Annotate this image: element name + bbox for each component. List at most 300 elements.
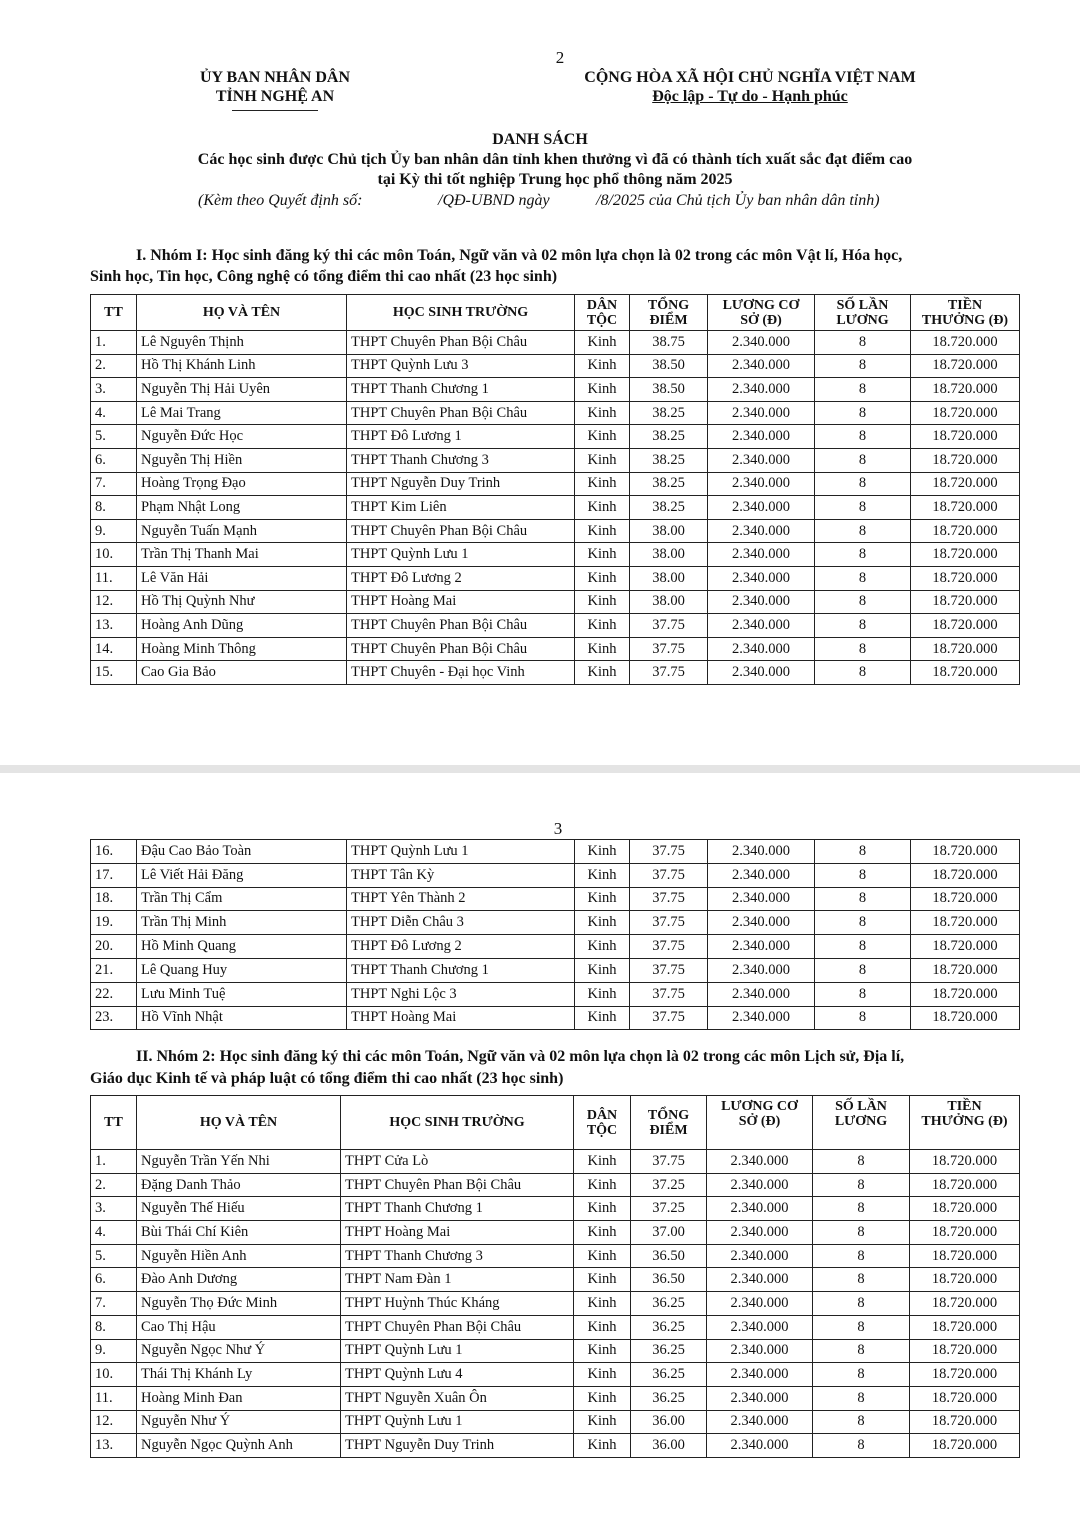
cell-ethnic: Kinh [575, 637, 630, 661]
cell-times: 8 [813, 1268, 910, 1292]
table-row [91, 1173, 1020, 1197]
table-row [91, 354, 1020, 378]
cell-salary: 2.340.000 [707, 1268, 813, 1292]
cell-score: 37.75 [630, 982, 708, 1006]
cell-tt: 22. [91, 982, 137, 1006]
cell-name: Đào Anh Dương [137, 1268, 341, 1292]
col-score-l2: ĐIỂM [649, 1122, 688, 1138]
cell-tt: 14. [91, 637, 137, 661]
cell-times: 8 [815, 614, 911, 638]
cell-school: THPT Nguyễn Duy Trinh [347, 472, 575, 496]
cell-ethnic: Kinh [574, 1221, 631, 1245]
cell-times: 8 [813, 1221, 910, 1245]
col-times [815, 295, 911, 331]
col-score-l1: TỔNG [647, 1107, 690, 1123]
cell-name: Hoàng Trọng Đạo [137, 472, 347, 496]
cell-name: Trần Thị Minh [137, 911, 347, 935]
cell-reward: 18.720.000 [911, 401, 1020, 425]
cell-ethnic: Kinh [575, 425, 630, 449]
cell-tt: 12. [91, 1410, 137, 1434]
cell-score: 38.00 [630, 543, 708, 567]
cell-name: Thái Thị Khánh Ly [137, 1363, 341, 1387]
cell-times: 8 [815, 519, 911, 543]
cell-score: 37.25 [631, 1173, 707, 1197]
col-school: HỌC SINH TRƯỜNG [347, 295, 575, 331]
cell-salary: 2.340.000 [708, 982, 815, 1006]
cell-name: Nguyễn Tuấn Mạnh [137, 519, 347, 543]
cell-ethnic: Kinh [575, 354, 630, 378]
cell-reward: 18.720.000 [910, 1221, 1020, 1245]
cell-salary: 2.340.000 [708, 401, 815, 425]
cell-tt: 2. [91, 1173, 137, 1197]
table-row [91, 1386, 1020, 1410]
cell-tt: 7. [91, 1292, 137, 1316]
cell-ethnic: Kinh [575, 935, 630, 959]
cell-school: THPT Chuyên Phan Bội Châu [347, 614, 575, 638]
cell-name: Lê Quang Huy [137, 958, 347, 982]
left-header-rule [232, 110, 318, 111]
cell-school: THPT Nghi Lộc 3 [347, 982, 575, 1006]
cell-school: THPT Nguyễn Xuân Ôn [341, 1386, 574, 1410]
cell-score: 36.25 [631, 1339, 707, 1363]
cell-ethnic: Kinh [575, 472, 630, 496]
cell-name: Hoàng Minh Đan [137, 1386, 341, 1410]
col-tt: TT [91, 295, 137, 331]
cell-salary: 2.340.000 [708, 840, 815, 864]
cell-school: THPT Chuyên Phan Bội Châu [347, 331, 575, 355]
cell-ethnic: Kinh [574, 1150, 631, 1174]
cell-score: 37.75 [630, 958, 708, 982]
cell-salary: 2.340.000 [708, 519, 815, 543]
cell-ethnic: Kinh [575, 911, 630, 935]
cell-tt: 8. [91, 496, 137, 520]
cell-salary: 2.340.000 [708, 887, 815, 911]
cell-name: Lê Văn Hải [137, 566, 347, 590]
cell-ethnic: Kinh [574, 1197, 631, 1221]
group2-table [90, 1095, 1020, 1458]
cell-name: Lê Viết Hải Đăng [137, 863, 347, 887]
cell-reward: 18.720.000 [910, 1244, 1020, 1268]
right-header-motto: Độc lập - Tự do - Hạnh phúc [652, 88, 848, 105]
col-ethnic-l2: TỘC [586, 1122, 618, 1138]
cell-ethnic: Kinh [575, 614, 630, 638]
table-row [91, 887, 1020, 911]
cell-salary: 2.340.000 [707, 1292, 813, 1316]
attachment-note-c: /8/2025 của Chủ tịch Ủy ban nhân dân tỉnh) [596, 192, 880, 209]
cell-ethnic: Kinh [574, 1410, 631, 1434]
cell-score: 37.75 [630, 1006, 708, 1030]
cell-ethnic: Kinh [575, 590, 630, 614]
cell-times: 8 [815, 958, 911, 982]
cell-score: 36.00 [631, 1434, 707, 1458]
cell-score: 36.00 [631, 1410, 707, 1434]
cell-tt: 1. [91, 1150, 137, 1174]
cell-ethnic: Kinh [574, 1363, 631, 1387]
cell-ethnic: Kinh [575, 448, 630, 472]
page-separator [0, 765, 1080, 773]
cell-ethnic: Kinh [575, 496, 630, 520]
cell-name: Nguyễn Ngọc Quỳnh Anh [137, 1434, 341, 1458]
cell-times: 8 [815, 982, 911, 1006]
cell-times: 8 [813, 1292, 910, 1316]
cell-score: 37.75 [630, 637, 708, 661]
cell-school: THPT Quỳnh Lưu 4 [341, 1363, 574, 1387]
cell-salary: 2.340.000 [708, 661, 815, 685]
cell-reward: 18.720.000 [910, 1268, 1020, 1292]
cell-name: Hồ Vĩnh Nhật [137, 1006, 347, 1030]
cell-times: 8 [815, 566, 911, 590]
cell-salary: 2.340.000 [708, 472, 815, 496]
cell-tt: 23. [91, 1006, 137, 1030]
col-ethnic [574, 1096, 631, 1150]
cell-ethnic: Kinh [575, 401, 630, 425]
table-row [91, 1434, 1020, 1458]
cell-times: 8 [813, 1315, 910, 1339]
col-score-l1: TỔNG [647, 297, 690, 313]
cell-reward: 18.720.000 [911, 935, 1020, 959]
cell-name: Cao Thị Hậu [137, 1315, 341, 1339]
cell-tt: 20. [91, 935, 137, 959]
cell-name: Đặng Danh Thảo [137, 1173, 341, 1197]
cell-score: 38.00 [630, 519, 708, 543]
section-1-heading-line1: I. Nhóm I: Học sinh đăng ký thi các môn Toán, Ngữ văn và 02 môn lựa chọn là 02 trong các môn Vật lí, Hóa học, [136, 247, 903, 264]
cell-reward: 18.720.000 [911, 637, 1020, 661]
cell-score: 36.25 [631, 1386, 707, 1410]
col-school: HỌC SINH TRƯỜNG [341, 1096, 574, 1150]
col-salary [707, 1096, 813, 1150]
cell-tt: 8. [91, 1315, 137, 1339]
cell-salary: 2.340.000 [707, 1339, 813, 1363]
col-times [813, 1096, 910, 1150]
right-header-line1: CỘNG HÒA XÃ HỘI CHỦ NGHĨA VIỆT NAM [584, 69, 916, 86]
cell-score: 36.25 [631, 1363, 707, 1387]
cell-reward: 18.720.000 [911, 863, 1020, 887]
cell-name: Nguyễn Trần Yến Nhi [137, 1150, 341, 1174]
table-row [91, 331, 1020, 355]
cell-school: THPT Chuyên Phan Bội Châu [347, 401, 575, 425]
left-header [160, 68, 390, 106]
col-ethnic-l2: TỘC [586, 312, 618, 328]
cell-salary: 2.340.000 [708, 935, 815, 959]
col-reward-l1: TIỀN [947, 297, 983, 313]
cell-ethnic: Kinh [574, 1268, 631, 1292]
col-salary-l2: SỞ (Đ) [738, 1114, 781, 1129]
cell-name: Nguyễn Như Ý [137, 1410, 341, 1434]
cell-reward: 18.720.000 [911, 590, 1020, 614]
cell-times: 8 [813, 1150, 910, 1174]
cell-reward: 18.720.000 [911, 661, 1020, 685]
table-row [91, 448, 1020, 472]
table-row [91, 401, 1020, 425]
col-name: HỌ VÀ TÊN [137, 1096, 341, 1150]
cell-school: THPT Chuyên - Đại học Vinh [347, 661, 575, 685]
cell-ethnic: Kinh [575, 887, 630, 911]
cell-school: THPT Quỳnh Lưu 1 [347, 840, 575, 864]
cell-ethnic: Kinh [575, 331, 630, 355]
table-row [91, 1150, 1020, 1174]
cell-score: 38.25 [630, 448, 708, 472]
cell-score: 36.25 [631, 1315, 707, 1339]
page-number: 2 [555, 48, 565, 67]
cell-reward: 18.720.000 [910, 1173, 1020, 1197]
cell-score: 38.25 [630, 472, 708, 496]
cell-school: THPT Kim Liên [347, 496, 575, 520]
cell-times: 8 [815, 935, 911, 959]
col-tt: TT [91, 1096, 137, 1150]
cell-reward: 18.720.000 [911, 982, 1020, 1006]
cell-name: Hồ Thị Quỳnh Như [137, 590, 347, 614]
cell-salary: 2.340.000 [708, 614, 815, 638]
cell-tt: 3. [91, 378, 137, 402]
cell-reward: 18.720.000 [910, 1339, 1020, 1363]
cell-score: 37.75 [631, 1150, 707, 1174]
cell-salary: 2.340.000 [707, 1197, 813, 1221]
cell-tt: 7. [91, 472, 137, 496]
cell-times: 8 [813, 1244, 910, 1268]
left-header-line1: ỦY BAN NHÂN DÂN [199, 69, 351, 86]
cell-reward: 18.720.000 [910, 1315, 1020, 1339]
cell-salary: 2.340.000 [707, 1173, 813, 1197]
cell-salary: 2.340.000 [707, 1244, 813, 1268]
cell-times: 8 [813, 1386, 910, 1410]
cell-reward: 18.720.000 [910, 1150, 1020, 1174]
table-row [91, 1268, 1020, 1292]
cell-salary: 2.340.000 [707, 1434, 813, 1458]
cell-tt: 21. [91, 958, 137, 982]
table-row [91, 1244, 1020, 1268]
cell-school: THPT Quỳnh Lưu 1 [341, 1339, 574, 1363]
cell-salary: 2.340.000 [708, 448, 815, 472]
cell-tt: 9. [91, 1339, 137, 1363]
cell-salary: 2.340.000 [708, 378, 815, 402]
col-times-l1: SỐ LẦN [836, 297, 889, 313]
cell-salary: 2.340.000 [708, 566, 815, 590]
cell-reward: 18.720.000 [910, 1292, 1020, 1316]
cell-reward: 18.720.000 [911, 543, 1020, 567]
cell-school: THPT Thanh Chương 1 [341, 1197, 574, 1221]
cell-tt: 10. [91, 1363, 137, 1387]
cell-tt: 1. [91, 331, 137, 355]
cell-score: 38.00 [630, 566, 708, 590]
cell-tt: 2. [91, 354, 137, 378]
cell-school: THPT Chuyên Phan Bội Châu [341, 1315, 574, 1339]
cell-times: 8 [815, 840, 911, 864]
table-row [91, 1292, 1020, 1316]
table-header-row [91, 295, 1020, 331]
table-row [91, 637, 1020, 661]
cell-ethnic: Kinh [574, 1386, 631, 1410]
cell-tt: 5. [91, 1244, 137, 1268]
table-row [91, 543, 1020, 567]
cell-tt: 13. [91, 614, 137, 638]
cell-tt: 4. [91, 1221, 137, 1245]
cell-tt: 18. [91, 887, 137, 911]
cell-school: THPT Diễn Châu 3 [347, 911, 575, 935]
cell-times: 8 [815, 354, 911, 378]
cell-score: 38.25 [630, 401, 708, 425]
cell-school: THPT Chuyên Phan Bội Châu [347, 519, 575, 543]
cell-ethnic: Kinh [574, 1244, 631, 1268]
table-row [91, 840, 1020, 864]
cell-reward: 18.720.000 [910, 1386, 1020, 1410]
cell-reward: 18.720.000 [911, 840, 1020, 864]
cell-ethnic: Kinh [575, 1006, 630, 1030]
col-ethnic-l1: DÂN [586, 297, 618, 313]
cell-salary: 2.340.000 [708, 496, 815, 520]
cell-times: 8 [815, 590, 911, 614]
cell-reward: 18.720.000 [911, 448, 1020, 472]
cell-reward: 18.720.000 [911, 958, 1020, 982]
cell-times: 8 [815, 378, 911, 402]
document-page-3 [0, 773, 1080, 1533]
cell-times: 8 [813, 1410, 910, 1434]
cell-times: 8 [813, 1363, 910, 1387]
cell-reward: 18.720.000 [910, 1363, 1020, 1387]
col-salary-l2: SỞ (Đ) [740, 312, 782, 328]
table-row [91, 1221, 1020, 1245]
page-number: 3 [553, 819, 563, 838]
col-times-l2: LƯƠNG [836, 312, 889, 328]
section-2-heading-line2: Giáo dục Kinh tế và pháp luật có tổng điểm thi cao nhất (23 học sinh) [90, 1070, 564, 1087]
cell-school: THPT Thanh Chương 1 [347, 378, 575, 402]
cell-reward: 18.720.000 [911, 496, 1020, 520]
cell-ethnic: Kinh [575, 566, 630, 590]
group1-table-continued [90, 839, 1020, 1030]
col-salary-l1: LƯƠNG CƠ [721, 1099, 798, 1114]
cell-name: Lê Nguyên Thịnh [137, 331, 347, 355]
cell-times: 8 [815, 448, 911, 472]
cell-name: Phạm Nhật Long [137, 496, 347, 520]
document-page-2 [0, 0, 1080, 765]
cell-name: Nguyễn Thị Hải Uyên [137, 378, 347, 402]
cell-salary: 2.340.000 [708, 425, 815, 449]
cell-times: 8 [815, 472, 911, 496]
cell-salary: 2.340.000 [708, 911, 815, 935]
cell-score: 37.75 [630, 911, 708, 935]
section-1-heading-line2: Sinh học, Tin học, Công nghệ có tổng điểm thi cao nhất (23 học sinh) [90, 268, 558, 285]
cell-school: THPT Thanh Chương 1 [347, 958, 575, 982]
table-row [91, 519, 1020, 543]
cell-name: Nguyễn Thế Hiếu [137, 1197, 341, 1221]
col-name: HỌ VÀ TÊN [137, 295, 347, 331]
cell-salary: 2.340.000 [708, 354, 815, 378]
cell-tt: 12. [91, 590, 137, 614]
col-reward [910, 1096, 1020, 1150]
cell-name: Nguyễn Đức Học [137, 425, 347, 449]
cell-ethnic: Kinh [574, 1292, 631, 1316]
cell-reward: 18.720.000 [911, 1006, 1020, 1030]
col-score [631, 1096, 707, 1150]
cell-tt: 10. [91, 543, 137, 567]
cell-times: 8 [815, 331, 911, 355]
group1-table [90, 294, 1020, 685]
table-row [91, 1339, 1020, 1363]
table-row [91, 661, 1020, 685]
cell-times: 8 [813, 1197, 910, 1221]
cell-ethnic: Kinh [575, 378, 630, 402]
table-row [91, 1197, 1020, 1221]
cell-tt: 16. [91, 840, 137, 864]
cell-salary: 2.340.000 [708, 863, 815, 887]
cell-tt: 9. [91, 519, 137, 543]
table-row [91, 958, 1020, 982]
table-row [91, 425, 1020, 449]
col-salary [708, 295, 815, 331]
cell-reward: 18.720.000 [911, 472, 1020, 496]
cell-name: Trần Thị Cẩm [137, 887, 347, 911]
cell-reward: 18.720.000 [911, 378, 1020, 402]
cell-school: THPT Nam Đàn 1 [341, 1268, 574, 1292]
cell-ethnic: Kinh [574, 1339, 631, 1363]
cell-score: 37.00 [631, 1221, 707, 1245]
table-row [91, 863, 1020, 887]
cell-salary: 2.340.000 [708, 1006, 815, 1030]
cell-salary: 2.340.000 [708, 331, 815, 355]
table-row [91, 614, 1020, 638]
cell-school: THPT Nguyễn Duy Trinh [341, 1434, 574, 1458]
table-row [91, 566, 1020, 590]
doc-subtitle-1: Các học sinh được Chủ tịch Ủy ban nhân dân tỉnh khen thưởng vì đã có thành tích xuất sắc đạt điểm cao [197, 151, 913, 168]
cell-score: 38.00 [630, 590, 708, 614]
col-salary-l1: LƯƠNG CƠ [722, 297, 800, 313]
cell-salary: 2.340.000 [708, 543, 815, 567]
col-score-l2: ĐIỂM [649, 312, 688, 328]
cell-salary: 2.340.000 [708, 637, 815, 661]
cell-reward: 18.720.000 [910, 1434, 1020, 1458]
cell-score: 36.25 [631, 1292, 707, 1316]
cell-salary: 2.340.000 [707, 1410, 813, 1434]
cell-score: 37.75 [630, 863, 708, 887]
cell-school: THPT Huỳnh Thúc Kháng [341, 1292, 574, 1316]
cell-tt: 6. [91, 448, 137, 472]
cell-name: Nguyễn Ngọc Như Ý [137, 1339, 341, 1363]
cell-name: Nguyễn Thọ Đức Minh [137, 1292, 341, 1316]
table-row [91, 472, 1020, 496]
cell-school: THPT Chuyên Phan Bội Châu [341, 1173, 574, 1197]
cell-salary: 2.340.000 [707, 1315, 813, 1339]
cell-score: 37.75 [630, 935, 708, 959]
cell-name: Trần Thị Thanh Mai [137, 543, 347, 567]
table-row [91, 1006, 1020, 1030]
cell-reward: 18.720.000 [911, 614, 1020, 638]
cell-score: 38.50 [630, 354, 708, 378]
cell-score: 38.25 [630, 496, 708, 520]
cell-ethnic: Kinh [574, 1434, 631, 1458]
doc-subtitle-2: tại Kỳ thi tốt nghiệp Trung học phổ thông năm 2025 [377, 171, 733, 188]
cell-school: THPT Quỳnh Lưu 1 [341, 1410, 574, 1434]
cell-times: 8 [815, 637, 911, 661]
cell-name: Hoàng Anh Dũng [137, 614, 347, 638]
cell-score: 37.75 [630, 887, 708, 911]
cell-ethnic: Kinh [574, 1315, 631, 1339]
cell-name: Hồ Thị Khánh Linh [137, 354, 347, 378]
col-times-l1: SỐ LẦN [835, 1099, 887, 1114]
cell-salary: 2.340.000 [708, 590, 815, 614]
cell-school: THPT Hoàng Mai [347, 1006, 575, 1030]
col-times-l2: LƯƠNG [834, 1114, 888, 1129]
cell-school: THPT Tân Kỳ [347, 863, 575, 887]
cell-school: THPT Thanh Chương 3 [347, 448, 575, 472]
cell-ethnic: Kinh [575, 863, 630, 887]
col-reward [911, 295, 1020, 331]
cell-tt: 3. [91, 1197, 137, 1221]
cell-school: THPT Đô Lương 1 [347, 425, 575, 449]
cell-name: Bùi Thái Chí Kiên [137, 1221, 341, 1245]
cell-times: 8 [815, 863, 911, 887]
cell-school: THPT Cửa Lò [341, 1150, 574, 1174]
table-header-row [91, 1096, 1020, 1150]
table-row [91, 1363, 1020, 1387]
